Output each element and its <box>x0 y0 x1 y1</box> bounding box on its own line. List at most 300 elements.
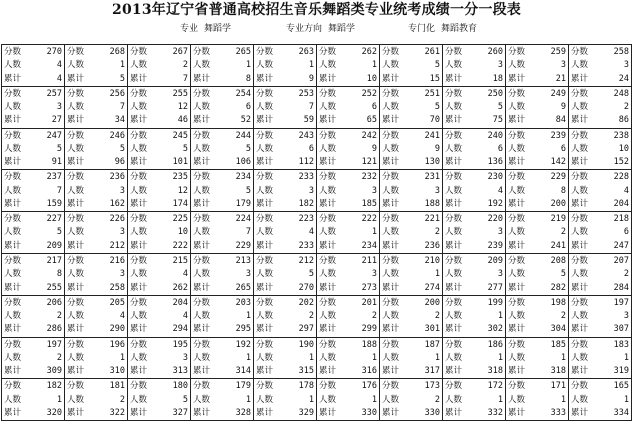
score-value: 185 <box>550 339 566 350</box>
cumulative-label: 累计 <box>256 407 274 418</box>
count-label: 人数 <box>4 269 22 280</box>
count-line <box>571 185 629 198</box>
score-cell <box>443 45 506 87</box>
score-cell <box>569 254 632 296</box>
score-label: 分数 <box>256 88 274 99</box>
score-label: 分数 <box>571 297 589 308</box>
cumulative-label: 累计 <box>256 115 274 126</box>
count-label: 人数 <box>256 352 274 363</box>
score-value: 252 <box>361 88 377 99</box>
score-value: 229 <box>550 172 566 183</box>
score-cell <box>569 338 632 380</box>
cum-line <box>319 198 377 211</box>
count-value: 4 <box>308 227 314 238</box>
count-value: 1 <box>245 394 251 405</box>
score-value: 173 <box>424 381 440 392</box>
score-line <box>193 339 251 352</box>
count-value: 6 <box>245 102 251 113</box>
cum-line <box>67 240 125 253</box>
score-line <box>193 88 251 101</box>
score-line <box>319 339 377 352</box>
score-cell <box>191 129 254 171</box>
count-line <box>193 59 251 72</box>
score-cell <box>191 254 254 296</box>
score-cell <box>380 87 443 129</box>
score-label: 分数 <box>67 297 85 308</box>
count-value: 1 <box>371 227 377 238</box>
cumulative-label: 累计 <box>4 198 22 209</box>
score-line <box>571 88 629 101</box>
count-label: 人数 <box>445 185 463 196</box>
cumulative-label: 累计 <box>508 366 526 377</box>
count-line <box>319 185 377 198</box>
count-value: 6 <box>560 143 566 154</box>
score-line <box>508 255 566 268</box>
score-label: 分数 <box>382 339 400 350</box>
meta-direction <box>286 22 355 36</box>
cumulative-label: 累计 <box>319 115 337 126</box>
score-label: 分数 <box>130 172 148 183</box>
cumulative-value: 162 <box>109 198 125 209</box>
cumulative-value: 9 <box>308 73 314 84</box>
cumulative-value: 233 <box>298 240 314 251</box>
score-label: 分数 <box>67 88 85 99</box>
score-label: 分数 <box>256 172 274 183</box>
score-label: 分数 <box>571 381 589 392</box>
count-label: 人数 <box>319 269 337 280</box>
score-line <box>130 171 188 184</box>
score-label: 分数 <box>4 130 22 141</box>
count-value: 3 <box>119 269 125 280</box>
score-label: 分数 <box>319 130 337 141</box>
count-line <box>193 143 251 156</box>
score-line <box>193 171 251 184</box>
cumulative-value: 322 <box>109 407 125 418</box>
score-line <box>382 88 440 101</box>
cum-line <box>319 365 377 378</box>
count-line <box>319 101 377 114</box>
score-cell <box>2 379 65 421</box>
score-label: 分数 <box>193 172 211 183</box>
count-value: 1 <box>497 394 503 405</box>
count-label: 人数 <box>382 394 400 405</box>
score-label: 分数 <box>4 214 22 225</box>
cumulative-value: 241 <box>550 240 566 251</box>
score-value: 239 <box>550 130 566 141</box>
count-label: 人数 <box>445 269 463 280</box>
cumulative-label: 累计 <box>508 115 526 126</box>
score-label: 分数 <box>67 381 85 392</box>
score-label: 分数 <box>67 47 85 57</box>
count-value: 4 <box>182 269 188 280</box>
cumulative-label: 累计 <box>445 198 463 209</box>
cumulative-value: 273 <box>361 282 377 293</box>
count-value: 5 <box>434 102 440 113</box>
count-value: 3 <box>119 185 125 196</box>
score-value: 213 <box>235 255 251 266</box>
count-value: 3 <box>371 269 377 280</box>
count-line <box>382 268 440 281</box>
score-label: 分数 <box>571 172 589 183</box>
cumulative-label: 累计 <box>4 282 22 293</box>
score-line <box>130 213 188 226</box>
count-label: 人数 <box>130 352 148 363</box>
cumulative-label: 累计 <box>4 115 22 126</box>
cumulative-label: 累计 <box>508 73 526 84</box>
cumulative-value: 46 <box>177 115 188 126</box>
score-cell <box>443 296 506 338</box>
score-line <box>193 213 251 226</box>
cumulative-label: 累计 <box>67 73 85 84</box>
score-cell <box>65 338 128 380</box>
score-cell <box>569 129 632 171</box>
score-value: 178 <box>298 381 314 392</box>
score-value: 217 <box>46 255 62 266</box>
score-line <box>382 380 440 393</box>
score-label: 分数 <box>445 172 463 183</box>
count-value: 8 <box>56 269 62 280</box>
cumulative-label: 累计 <box>571 240 589 251</box>
score-line <box>67 88 125 101</box>
count-label: 人数 <box>571 394 589 405</box>
score-value: 183 <box>613 339 629 350</box>
cumulative-value: 18 <box>492 73 503 84</box>
cumulative-value: 327 <box>172 407 188 418</box>
score-line <box>571 171 629 184</box>
meta-major-value: 舞蹈学 <box>204 24 232 34</box>
score-cell <box>2 296 65 338</box>
score-label: 分数 <box>508 47 526 57</box>
cumulative-label: 累计 <box>319 240 337 251</box>
score-cell <box>317 338 380 380</box>
count-line <box>256 352 314 365</box>
score-line <box>445 213 503 226</box>
count-line <box>382 101 440 114</box>
cum-line <box>4 156 62 169</box>
count-value: 1 <box>434 352 440 363</box>
score-line <box>508 46 566 59</box>
count-label: 人数 <box>571 227 589 238</box>
score-label: 分数 <box>319 381 337 392</box>
cumulative-value: 334 <box>613 407 629 418</box>
cum-line <box>256 365 314 378</box>
cum-line <box>445 114 503 127</box>
cumulative-label: 累计 <box>508 157 526 168</box>
count-value: 1 <box>119 352 125 363</box>
cumulative-value: 4 <box>56 73 62 84</box>
count-line <box>508 310 566 323</box>
count-value: 3 <box>623 60 629 71</box>
count-label: 人数 <box>382 311 400 322</box>
cumulative-label: 累计 <box>67 407 85 418</box>
count-value: 1 <box>56 394 62 405</box>
count-value: 1 <box>371 352 377 363</box>
score-cell <box>2 87 65 129</box>
cumulative-label: 累计 <box>256 366 274 377</box>
count-value: 5 <box>560 269 566 280</box>
cum-line <box>571 114 629 127</box>
count-line <box>319 310 377 323</box>
score-label: 分数 <box>193 255 211 266</box>
score-label: 分数 <box>67 130 85 141</box>
count-value: 3 <box>182 352 188 363</box>
score-value: 220 <box>487 214 503 225</box>
cumulative-label: 累计 <box>256 324 274 335</box>
score-cell <box>380 338 443 380</box>
count-label: 人数 <box>193 102 211 113</box>
cumulative-label: 累计 <box>382 157 400 168</box>
count-line <box>4 352 62 365</box>
score-line <box>382 171 440 184</box>
count-label: 人数 <box>256 269 274 280</box>
cum-line <box>508 365 566 378</box>
score-line <box>67 255 125 268</box>
score-label: 分数 <box>193 88 211 99</box>
count-value: 5 <box>182 394 188 405</box>
score-line <box>445 297 503 310</box>
score-line <box>445 255 503 268</box>
cumulative-value: 234 <box>361 240 377 251</box>
score-line <box>4 171 62 184</box>
count-line <box>130 101 188 114</box>
cum-line <box>382 407 440 420</box>
cumulative-value: 185 <box>361 198 377 209</box>
score-line <box>571 213 629 226</box>
cumulative-value: 320 <box>46 407 62 418</box>
score-value: 203 <box>235 297 251 308</box>
cum-line <box>4 323 62 336</box>
score-label: 分数 <box>67 172 85 183</box>
cumulative-value: 294 <box>172 324 188 335</box>
cumulative-value: 274 <box>424 282 440 293</box>
cum-line <box>445 73 503 86</box>
cum-line <box>256 73 314 86</box>
count-line <box>319 59 377 72</box>
cumulative-label: 累计 <box>508 324 526 335</box>
score-label: 分数 <box>67 255 85 266</box>
cumulative-value: 84 <box>555 115 566 126</box>
score-value: 250 <box>487 88 503 99</box>
score-cell <box>317 212 380 254</box>
count-line <box>571 352 629 365</box>
score-cell <box>443 212 506 254</box>
count-value: 5 <box>119 143 125 154</box>
count-line <box>508 352 566 365</box>
score-label: 分数 <box>445 88 463 99</box>
score-line <box>508 130 566 143</box>
cum-line <box>4 365 62 378</box>
score-value: 206 <box>46 297 62 308</box>
count-label: 人数 <box>67 352 85 363</box>
count-value: 5 <box>245 185 251 196</box>
count-value: 2 <box>371 311 377 322</box>
count-label: 人数 <box>4 143 22 154</box>
count-line <box>571 394 629 407</box>
score-value: 242 <box>361 130 377 141</box>
score-label: 分数 <box>445 255 463 266</box>
count-value: 3 <box>497 60 503 71</box>
score-value: 253 <box>298 88 314 99</box>
cumulative-value: 101 <box>172 157 188 168</box>
cum-line <box>571 365 629 378</box>
cumulative-value: 315 <box>298 366 314 377</box>
score-label: 分数 <box>445 47 463 57</box>
cum-line <box>193 198 251 211</box>
score-cell <box>317 45 380 87</box>
score-label: 分数 <box>319 47 337 57</box>
cumulative-label: 累计 <box>319 73 337 84</box>
score-line <box>4 213 62 226</box>
cumulative-value: 65 <box>366 115 377 126</box>
score-line <box>319 297 377 310</box>
cum-line <box>67 323 125 336</box>
count-line <box>508 394 566 407</box>
score-cell <box>317 379 380 421</box>
score-value: 237 <box>46 172 62 183</box>
cumulative-value: 179 <box>235 198 251 209</box>
count-value: 2 <box>308 311 314 322</box>
count-line <box>571 268 629 281</box>
score-label: 分数 <box>4 339 22 350</box>
count-line <box>382 143 440 156</box>
score-cell <box>506 338 569 380</box>
cum-line <box>319 73 377 86</box>
score-cell <box>2 338 65 380</box>
count-label: 人数 <box>508 227 526 238</box>
count-value: 1 <box>623 394 629 405</box>
cum-line <box>319 114 377 127</box>
cumulative-label: 累计 <box>445 324 463 335</box>
count-label: 人数 <box>193 352 211 363</box>
count-label: 人数 <box>256 185 274 196</box>
table-row <box>2 129 632 171</box>
cum-line <box>4 407 62 420</box>
count-value: 4 <box>497 185 503 196</box>
cumulative-label: 累计 <box>193 407 211 418</box>
count-value: 7 <box>119 102 125 113</box>
cum-line <box>571 240 629 253</box>
cumulative-value: 330 <box>361 407 377 418</box>
score-label: 分数 <box>4 172 22 183</box>
cumulative-label: 累计 <box>130 198 148 209</box>
score-line <box>256 46 314 59</box>
score-value: 228 <box>613 172 629 183</box>
meta-direction-label: 专业方向 <box>286 24 323 34</box>
cumulative-label: 累计 <box>319 366 337 377</box>
cumulative-value: 121 <box>361 157 377 168</box>
score-value: 205 <box>109 297 125 308</box>
score-value: 258 <box>613 47 629 57</box>
count-line <box>319 394 377 407</box>
cumulative-value: 10 <box>366 73 377 84</box>
count-value: 1 <box>434 269 440 280</box>
cum-line <box>130 282 188 295</box>
score-value: 265 <box>235 47 251 57</box>
count-label: 人数 <box>508 102 526 113</box>
count-label: 人数 <box>67 102 85 113</box>
cum-line <box>4 240 62 253</box>
count-label: 人数 <box>319 60 337 71</box>
count-label: 人数 <box>319 102 337 113</box>
cumulative-value: 106 <box>235 157 251 168</box>
count-line <box>256 394 314 407</box>
meta-specialization <box>408 22 477 36</box>
score-cell <box>569 170 632 212</box>
score-label: 分数 <box>256 47 274 57</box>
score-cell <box>506 379 569 421</box>
table-row <box>2 212 632 254</box>
score-label: 分数 <box>193 381 211 392</box>
meta-specialization-label: 专门化 <box>408 24 436 34</box>
score-line <box>256 171 314 184</box>
cum-line <box>193 407 251 420</box>
score-cell <box>254 254 317 296</box>
score-value: 212 <box>298 255 314 266</box>
cum-line <box>256 198 314 211</box>
count-label: 人数 <box>193 60 211 71</box>
count-label: 人数 <box>382 60 400 71</box>
score-cell <box>254 296 317 338</box>
cum-line <box>319 407 377 420</box>
meta-major-label: 专业 <box>180 24 199 34</box>
score-value: 247 <box>46 130 62 141</box>
score-label: 分数 <box>4 47 22 57</box>
score-cell <box>191 379 254 421</box>
score-label: 分数 <box>130 255 148 266</box>
score-cell <box>2 254 65 296</box>
cumulative-label: 累计 <box>382 73 400 84</box>
cumulative-label: 累计 <box>382 198 400 209</box>
cum-line <box>67 282 125 295</box>
score-value: 238 <box>613 130 629 141</box>
score-cell <box>380 296 443 338</box>
cumulative-label: 累计 <box>193 240 211 251</box>
cum-line <box>508 323 566 336</box>
cumulative-value: 59 <box>303 115 314 126</box>
score-label: 分数 <box>382 381 400 392</box>
count-line <box>130 310 188 323</box>
count-value: 1 <box>497 352 503 363</box>
cumulative-label: 累计 <box>256 282 274 293</box>
score-line <box>193 380 251 393</box>
count-value: 3 <box>371 185 377 196</box>
cum-line <box>130 114 188 127</box>
cumulative-value: 236 <box>424 240 440 251</box>
cumulative-value: 239 <box>487 240 503 251</box>
cumulative-label: 累计 <box>4 240 22 251</box>
score-value: 211 <box>361 255 377 266</box>
cumulative-value: 262 <box>172 282 188 293</box>
score-label: 分数 <box>382 297 400 308</box>
count-label: 人数 <box>319 394 337 405</box>
score-line <box>130 339 188 352</box>
cum-line <box>382 198 440 211</box>
score-label: 分数 <box>130 130 148 141</box>
count-label: 人数 <box>445 227 463 238</box>
cumulative-value: 310 <box>109 366 125 377</box>
count-label: 人数 <box>67 311 85 322</box>
cumulative-value: 319 <box>613 366 629 377</box>
count-label: 人数 <box>4 311 22 322</box>
count-line <box>130 226 188 239</box>
score-cell <box>317 296 380 338</box>
cumulative-value: 70 <box>429 115 440 126</box>
count-line <box>445 59 503 72</box>
score-line <box>319 255 377 268</box>
count-label: 人数 <box>67 394 85 405</box>
cumulative-value: 284 <box>613 282 629 293</box>
count-line <box>256 226 314 239</box>
